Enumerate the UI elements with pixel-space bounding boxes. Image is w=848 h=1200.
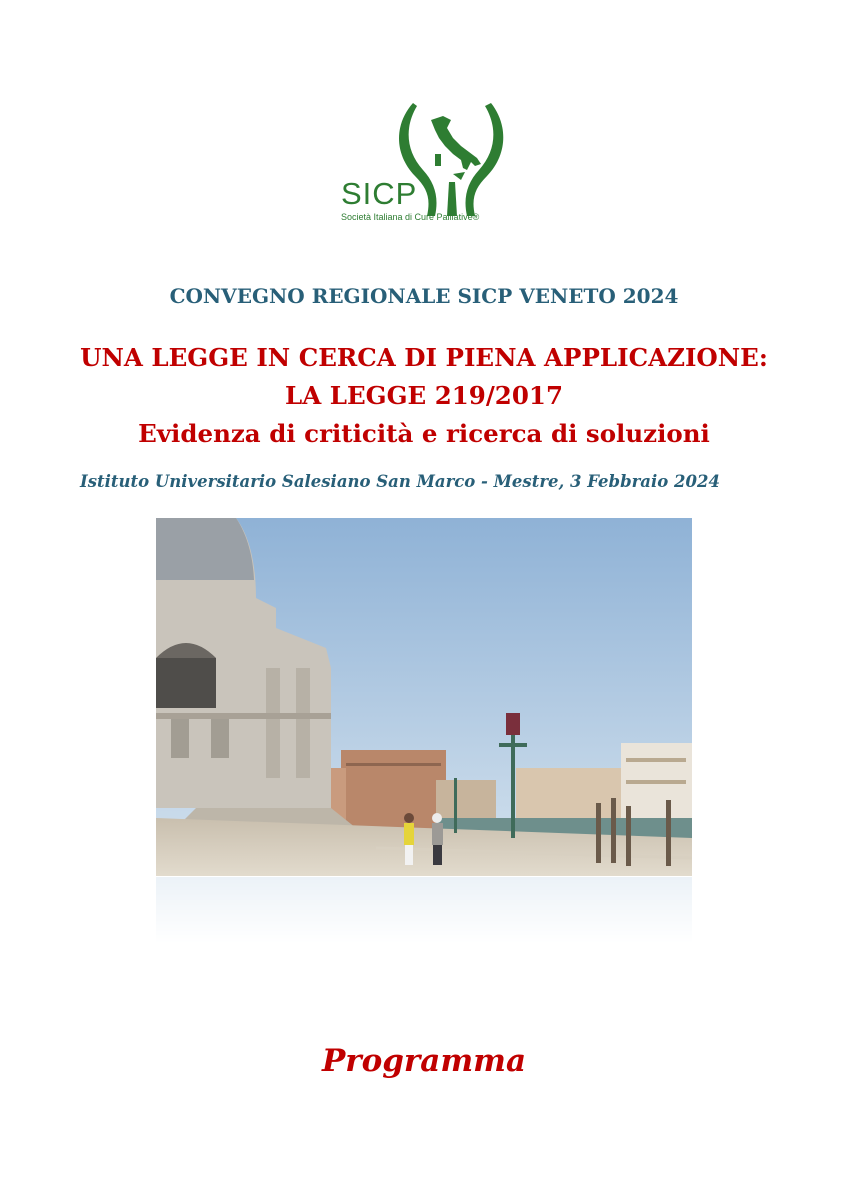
venue-date: Istituto Universitario Salesiano San Marco - Mestre, 3 Febbraio 2024 — [80, 472, 720, 491]
logo-acronym: SICP — [341, 176, 418, 211]
convegno-title: CONVEGNO REGIONALE SICP VENETO 2024 — [169, 284, 679, 308]
programma-label: Programma — [321, 1043, 527, 1079]
photo-reflection — [156, 877, 692, 943]
venice-salute-photo — [156, 518, 692, 876]
main-title-line2: LA LEGGE 219/2017 — [285, 381, 563, 410]
main-title-line1: UNA LEGGE IN CERCA DI PIENA APPLICAZIONE: — [80, 343, 768, 372]
logo-subtitle: Società Italiana di Cure Palliative® — [341, 212, 480, 222]
main-title-line3: Evidenza di criticità e ricerca di soluzioni — [138, 419, 710, 448]
sicp-logo — [335, 98, 520, 233]
